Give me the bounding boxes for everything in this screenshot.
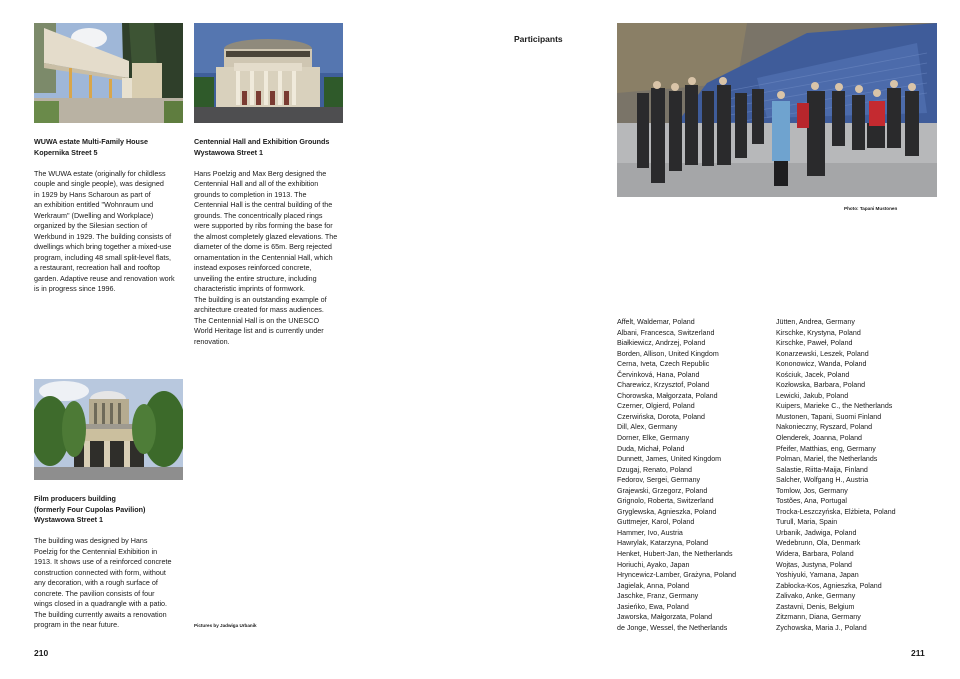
participant-entry: Borden, Allison, United Kingdom (617, 349, 719, 358)
participant-entry: Turull, Maria, Spain (776, 518, 838, 527)
caption-line: wings closed in a quadrangle with a patio. (34, 599, 168, 608)
caption-line: characteristic imprints of formwork. (194, 284, 306, 293)
caption-line: Werkraum" (Dwelling and Workplace) (34, 210, 154, 220)
caption-line: World Heritage list and is currently under (194, 326, 324, 335)
participant-entry: Duda, Michał, Poland (617, 444, 685, 453)
centennial-hall-photo (194, 23, 343, 123)
participant-entry: de Jonge, Wessel, the Netherlands (617, 623, 728, 632)
participant-entry: Hammer, Ivo, Austria (617, 528, 683, 537)
participant-entry: Czerner, Olgierd, Poland (617, 402, 695, 411)
caption-line: 1913. It shows use of a reinforced concrete (34, 557, 172, 566)
participant-entry: Kozłowska, Barbara, Poland (776, 381, 866, 390)
participant-entry: Hawrylak, Katarzyna, Poland (617, 539, 709, 548)
participant-entry: Salastie, Riitta-Maija, Finland (776, 465, 868, 474)
caption-line: Hans Poelzig and Max Berg designed the (194, 168, 327, 178)
participant-entry: Jütten, Andrea, Germany (776, 318, 855, 326)
caption-line: The building currently awaits a renovation (34, 609, 167, 619)
caption-line: garden. Adaptive reuse and renovation work (34, 273, 175, 283)
participant-entry: Zastavni, Denis, Belgium (776, 602, 855, 611)
participant-entry: Kononowicz, Wanda, Poland (776, 360, 867, 369)
participant-entry: Olenderek, Joanna, Poland (776, 434, 862, 443)
participant-entry: Dorner, Elke, Germany (617, 434, 690, 443)
page-number-left: 210 (34, 648, 49, 658)
participants-list-column-2 (776, 317, 896, 633)
caption-line: architecture created for mass audiences. (194, 305, 324, 314)
participant-entry: Henket, Hubert-Jan, the Netherlands (617, 550, 733, 559)
participant-entry: Gryglewska, Agnieszka, Poland (617, 507, 717, 516)
caption-address: Wystawowa Street 1 (34, 515, 103, 524)
wuwa-estate-photo (34, 23, 183, 123)
caption-line: any decoration, with a rough surface of (34, 578, 158, 587)
caption-title: WUWA estate Multi-Family House (34, 137, 148, 146)
participant-entry: Widera, Barbara, Poland (776, 550, 854, 559)
participant-entry: Kirschke, Paweł, Poland (776, 339, 853, 348)
participant-entry: Chorowska, Małgorzata, Poland (617, 391, 718, 400)
caption-line: The Centennial Hall is on the UNESCO (194, 315, 320, 325)
caption-body (194, 169, 349, 348)
participant-entry: Affelt, Waldemar, Poland (617, 318, 695, 326)
participant-entry: Albani, Francesca, Switzerland (617, 328, 715, 337)
caption-line: organized by the Silesian section of (34, 221, 148, 230)
caption-line: unveiling the entire structure, including (194, 273, 317, 283)
photo-credit-right: Photo: Tapani Mustonen (844, 206, 898, 211)
caption-line: program in the near future. (34, 620, 120, 629)
participant-entry: Guttmejer, Karol, Poland (617, 518, 695, 527)
wuwa-estate-caption (34, 137, 184, 295)
caption-line: couple and single people), was designed (34, 179, 164, 188)
participant-entry: Czerwińska, Dorota, Poland (617, 412, 705, 421)
caption-body (34, 536, 184, 631)
participant-entry: Tostões, Ana, Portugal (776, 497, 847, 506)
centennial-hall-caption (194, 137, 349, 347)
participant-entry: Yoshiyuki, Yamana, Japan (776, 571, 859, 580)
participant-entry: Kościuk, Jacek, Poland (776, 370, 850, 379)
caption-line: The WUWA estate (originally for childless (34, 168, 166, 178)
caption-line: a restaurant, recreation hall and rooftop (34, 263, 160, 272)
caption-line: Centennial Hall is the central building of the (194, 200, 333, 209)
caption-line: grounds. The concentrically placed rings (194, 210, 323, 220)
participant-entry: Kuipers, Marieke C., the Netherlands (776, 402, 893, 411)
participant-entry: Zitzmann, Diana, Germany (776, 613, 861, 622)
caption-line: instead exposes reinforced concrete, (194, 263, 312, 272)
four-cupolas-pavilion-caption (34, 494, 184, 631)
four-cupolas-pavilion-photo (34, 379, 183, 480)
caption-line: The building was designed by Hans (34, 536, 148, 545)
caption-line: grounds to completion in 1913. The (194, 189, 307, 199)
participant-entry: Dill, Alex, Germany (617, 423, 678, 432)
participant-entry: Polman, Mariel, the Netherlands (776, 455, 878, 464)
participant-entry: Trocka-Leszczyńska, Elżbieta, Poland (776, 507, 896, 516)
caption-subtitle: (formerly Four Cupolas Pavilion) (34, 504, 146, 514)
caption-line: Centennial Hall and all of the exhibition (194, 179, 319, 188)
participant-entry: Nakonieczny, Ryszard, Poland (776, 423, 873, 432)
participant-entry: Mustonen, Tapani, Suomi Finland (776, 412, 882, 421)
participant-entry: Jagielak, Anna, Poland (617, 581, 690, 590)
caption-line: in 1929 by Hans Scharoun as part of (34, 189, 151, 199)
caption-title: Film producers building (34, 494, 116, 503)
caption-line: dwellings which bring together a mixed-use (34, 242, 172, 251)
participant-entry: Pfeifer, Matthias, eng, Germany (776, 444, 876, 453)
caption-line: is in progress since 1996. (34, 284, 116, 293)
participant-entry: Dzugaj, Renato, Poland (617, 465, 692, 474)
participant-entry: Cerna, Iveta, Czech Republic (617, 360, 710, 369)
caption-line: ornamentation in the Centennial Hall, which (194, 252, 333, 262)
participant-entry: Hryncewicz-Lamber, Grażyna, Poland (617, 571, 737, 580)
caption-line: were supported by ribs forming the base for (194, 221, 333, 230)
participant-entry: Jaworska, Małgorzata, Poland (617, 613, 713, 622)
caption-address: Wystawowa Street 1 (194, 147, 263, 157)
participant-entry: Urbanik, Jadwiga, Poland (776, 528, 857, 537)
participant-entry: Charewicz, Krzysztof, Poland (617, 381, 710, 390)
participant-entry: Wedebrunn, Ola, Denmark (776, 539, 861, 548)
participant-entry: Lewicki, Jakub, Poland (776, 391, 849, 400)
participant-entry: Jasieńko, Ewa, Poland (617, 602, 689, 611)
caption-line: construction connected with form, without (34, 567, 166, 577)
caption-line: Poelzig for the Centennial Exhibition in (34, 546, 158, 556)
participant-entry: Dunnett, James, United Kingdom (617, 455, 722, 464)
participant-entry: Konarzewski, Leszek, Poland (776, 349, 869, 358)
participant-entry: Zabłocka-Kos, Agnieszka, Poland (776, 581, 882, 590)
participant-entry: Fedorov, Sergei, Germany (617, 476, 701, 485)
caption-body (34, 169, 184, 295)
caption-line: Werkbund in 1929. The building consists of (34, 231, 172, 241)
participant-entry: Grajewski, Grzegorz, Poland (617, 486, 708, 495)
participant-entry: Salcher, Wolfgang H., Austria (776, 476, 869, 485)
page-number-right: 211 (911, 648, 925, 658)
caption-line: diameter of the dome is 65m. Berg rejected (194, 242, 332, 251)
caption-line: program, including 48 small split-level flats, (34, 252, 172, 262)
participant-entry: Zychowska, Maria J., Poland (776, 623, 867, 632)
participant-entry: Grignolo, Roberta, Switzerland (617, 497, 714, 506)
caption-line: an exhibition entitled "Wohnraum und (34, 200, 154, 209)
participant-entry: Jaschke, Franz, Germany (617, 592, 699, 601)
participant-entry: Kirschke, Krystyna, Poland (776, 328, 861, 337)
participant-entry: Tomlow, Jos, Germany (776, 486, 848, 495)
caption-line: concrete. The pavilion consists of four (34, 588, 155, 598)
participant-entry: Červinková, Hana, Poland (617, 370, 700, 379)
caption-line: the almost completely glazed elevations. The (194, 231, 338, 241)
caption-line: The building is an outstanding example of (194, 294, 327, 304)
participant-entry: Białkiewicz, Andrzej, Poland (617, 339, 706, 348)
participant-entry: Horiuchi, Ayako, Japan (617, 560, 690, 569)
participants-list-column-1 (617, 317, 736, 633)
caption-title: Centennial Hall and Exhibition Grounds (194, 137, 330, 146)
participants-group-photo (617, 23, 937, 197)
caption-address: Kopernika Street 5 (34, 147, 98, 157)
section-heading: Participants (514, 34, 563, 44)
participant-entry: Wojtas, Justyna, Poland (776, 560, 852, 569)
participant-entry: Zalivako, Anke, Germany (776, 592, 856, 601)
photo-credit-left: Pictures by Jadwiga Urbanik (194, 623, 257, 628)
caption-line: renovation. (194, 336, 230, 346)
